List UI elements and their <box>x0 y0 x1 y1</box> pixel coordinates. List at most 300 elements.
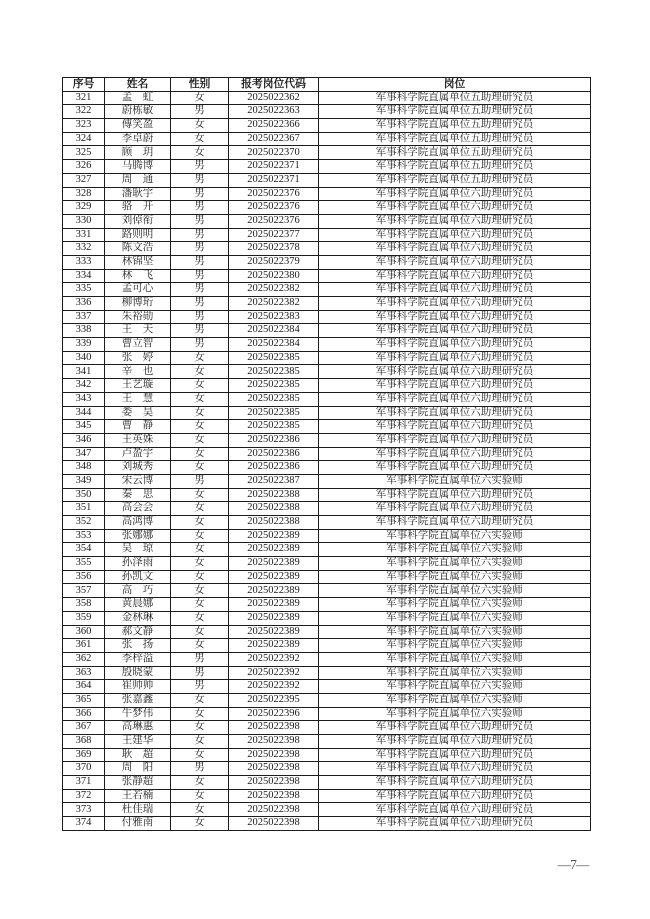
cell-position-code: 2025022387 <box>229 474 319 488</box>
cell-position: 军事科学院直属单位五助理研究员 <box>319 91 591 105</box>
cell-name: 李卓蔚 <box>105 132 171 146</box>
cell-position-code: 2025022371 <box>229 160 319 174</box>
cell-gender: 女 <box>171 447 229 461</box>
table-row <box>63 201 591 215</box>
cell-name: 张 婷 <box>105 351 171 365</box>
cell-name: 王若楠 <box>105 789 171 803</box>
cell-serial: 326 <box>63 160 105 174</box>
cell-name: 高鸿博 <box>105 516 171 530</box>
cell-gender: 女 <box>171 392 229 406</box>
cell-position: 军事科学院直属单位五助理研究员 <box>319 146 591 160</box>
cell-gender: 男 <box>171 160 229 174</box>
cell-position-code: 2025022366 <box>229 119 319 133</box>
cell-gender: 男 <box>171 338 229 352</box>
cell-name: 路则明 <box>105 228 171 242</box>
cell-gender: 女 <box>171 433 229 447</box>
cell-position: 军事科学院直属单位六助理研究员 <box>319 406 591 420</box>
cell-position: 军事科学院直属单位六实验师 <box>319 598 591 612</box>
cell-serial: 353 <box>63 529 105 543</box>
cell-position: 军事科学院直属单位六实验师 <box>319 543 591 557</box>
table-row <box>63 160 591 174</box>
cell-serial: 325 <box>63 146 105 160</box>
cell-position: 军事科学院直属单位六助理研究员 <box>319 817 591 831</box>
cell-position-code: 2025022398 <box>229 803 319 817</box>
table-row <box>63 625 591 639</box>
cell-position-code: 2025022396 <box>229 707 319 721</box>
cell-position-code: 2025022388 <box>229 516 319 530</box>
cell-position-code: 2025022389 <box>229 529 319 543</box>
cell-name: 林锦坚 <box>105 255 171 269</box>
cell-name: 张静超 <box>105 776 171 790</box>
cell-serial: 338 <box>63 324 105 338</box>
cell-position-code: 2025022385 <box>229 365 319 379</box>
cell-position: 军事科学院直属单位六助理研究员 <box>319 502 591 516</box>
table-row <box>63 516 591 530</box>
cell-name: 刘倬衔 <box>105 214 171 228</box>
cell-position: 军事科学院直属单位六助理研究员 <box>319 228 591 242</box>
cell-name: 高琳惠 <box>105 721 171 735</box>
cell-position-code: 2025022389 <box>229 570 319 584</box>
cell-gender: 女 <box>171 488 229 502</box>
cell-gender: 男 <box>171 228 229 242</box>
cell-name: 马腾博 <box>105 160 171 174</box>
cell-serial: 351 <box>63 502 105 516</box>
cell-position: 军事科学院直属单位六实验师 <box>319 557 591 571</box>
cell-position-code: 2025022386 <box>229 447 319 461</box>
cell-position-code: 2025022389 <box>229 639 319 653</box>
cell-gender: 女 <box>171 707 229 721</box>
column-header-position-code: 报考岗位代码 <box>229 78 319 92</box>
cell-position-code: 2025022389 <box>229 557 319 571</box>
applicant-roster-table <box>62 77 591 831</box>
table-row <box>63 255 591 269</box>
cell-serial: 352 <box>63 516 105 530</box>
cell-position-code: 2025022386 <box>229 433 319 447</box>
cell-gender: 男 <box>171 474 229 488</box>
cell-serial: 328 <box>63 187 105 201</box>
cell-gender: 女 <box>171 543 229 557</box>
cell-position-code: 2025022385 <box>229 420 319 434</box>
table-row <box>63 488 591 502</box>
cell-gender: 男 <box>171 269 229 283</box>
cell-position-code: 2025022389 <box>229 543 319 557</box>
cell-gender: 女 <box>171 91 229 105</box>
cell-serial: 330 <box>63 214 105 228</box>
cell-position-code: 2025022385 <box>229 351 319 365</box>
cell-gender: 女 <box>171 461 229 475</box>
cell-serial: 346 <box>63 433 105 447</box>
cell-position-code: 2025022385 <box>229 392 319 406</box>
cell-position-code: 2025022382 <box>229 297 319 311</box>
cell-position: 军事科学院直属单位六助理研究员 <box>319 187 591 201</box>
table-row <box>63 611 591 625</box>
cell-serial: 345 <box>63 420 105 434</box>
cell-name: 张 扬 <box>105 639 171 653</box>
cell-gender: 男 <box>171 242 229 256</box>
cell-position: 军事科学院直属单位六助理研究员 <box>319 269 591 283</box>
table-row <box>63 132 591 146</box>
cell-serial: 365 <box>63 693 105 707</box>
cell-gender: 女 <box>171 748 229 762</box>
cell-serial: 369 <box>63 748 105 762</box>
cell-serial: 360 <box>63 625 105 639</box>
cell-gender: 女 <box>171 420 229 434</box>
column-header-name: 姓名 <box>105 78 171 92</box>
table-row <box>63 543 591 557</box>
cell-name: 张娜娜 <box>105 529 171 543</box>
cell-position-code: 2025022363 <box>229 105 319 119</box>
cell-position-code: 2025022398 <box>229 748 319 762</box>
cell-position: 军事科学院直属单位六助理研究员 <box>319 488 591 502</box>
cell-position: 军事科学院直属单位六助理研究员 <box>319 516 591 530</box>
cell-position-code: 2025022380 <box>229 269 319 283</box>
cell-gender: 男 <box>171 201 229 215</box>
cell-position: 军事科学院直属单位六实验师 <box>319 666 591 680</box>
cell-gender: 女 <box>171 365 229 379</box>
cell-position-code: 2025022376 <box>229 187 319 201</box>
cell-name: 金林琳 <box>105 611 171 625</box>
table-row <box>63 584 591 598</box>
cell-gender: 女 <box>171 119 229 133</box>
cell-name: 娄 昊 <box>105 406 171 420</box>
cell-gender: 男 <box>171 297 229 311</box>
cell-name: 郝文静 <box>105 625 171 639</box>
cell-gender: 男 <box>171 214 229 228</box>
table-row <box>63 447 591 461</box>
cell-position-code: 2025022383 <box>229 310 319 324</box>
cell-gender: 女 <box>171 132 229 146</box>
table-row <box>63 652 591 666</box>
cell-name: 王 天 <box>105 324 171 338</box>
cell-position-code: 2025022376 <box>229 201 319 215</box>
cell-serial: 367 <box>63 721 105 735</box>
table-row <box>63 105 591 119</box>
cell-gender: 男 <box>171 310 229 324</box>
cell-position-code: 2025022385 <box>229 406 319 420</box>
cell-gender: 女 <box>171 598 229 612</box>
cell-name: 高 巧 <box>105 584 171 598</box>
cell-name: 曹 静 <box>105 420 171 434</box>
cell-name: 卢盈宇 <box>105 447 171 461</box>
cell-position-code: 2025022382 <box>229 283 319 297</box>
cell-serial: 327 <box>63 173 105 187</box>
cell-serial: 373 <box>63 803 105 817</box>
table-row <box>63 803 591 817</box>
cell-gender: 女 <box>171 789 229 803</box>
cell-position: 军事科学院直属单位六实验师 <box>319 625 591 639</box>
cell-position-code: 2025022371 <box>229 173 319 187</box>
cell-position: 军事科学院直属单位六助理研究员 <box>319 776 591 790</box>
cell-serial: 333 <box>63 255 105 269</box>
cell-serial: 334 <box>63 269 105 283</box>
cell-position-code: 2025022388 <box>229 502 319 516</box>
cell-name: 孟 虹 <box>105 91 171 105</box>
table-row <box>63 324 591 338</box>
cell-name: 王艺璇 <box>105 379 171 393</box>
table-row <box>63 666 591 680</box>
cell-name: 宋云博 <box>105 474 171 488</box>
cell-name: 王英姝 <box>105 433 171 447</box>
cell-position: 军事科学院直属单位六助理研究员 <box>319 338 591 352</box>
cell-serial: 335 <box>63 283 105 297</box>
cell-position-code: 2025022392 <box>229 652 319 666</box>
cell-position-code: 2025022389 <box>229 584 319 598</box>
cell-serial: 349 <box>63 474 105 488</box>
cell-serial: 374 <box>63 817 105 831</box>
table-row <box>63 461 591 475</box>
cell-position: 军事科学院直属单位六助理研究员 <box>319 351 591 365</box>
cell-serial: 339 <box>63 338 105 352</box>
cell-position-code: 2025022389 <box>229 611 319 625</box>
cell-position: 军事科学院直属单位六助理研究员 <box>319 762 591 776</box>
cell-gender: 男 <box>171 666 229 680</box>
table-row <box>63 351 591 365</box>
cell-name: 李梓溢 <box>105 652 171 666</box>
table-row <box>63 214 591 228</box>
cell-gender: 女 <box>171 817 229 831</box>
cell-position-code: 2025022370 <box>229 146 319 160</box>
cell-position: 军事科学院直属单位五助理研究员 <box>319 119 591 133</box>
cell-gender: 女 <box>171 146 229 160</box>
cell-name: 林 飞 <box>105 269 171 283</box>
table-row <box>63 338 591 352</box>
cell-name: 高会会 <box>105 502 171 516</box>
cell-gender: 男 <box>171 255 229 269</box>
cell-position-code: 2025022398 <box>229 721 319 735</box>
cell-name: 王建华 <box>105 735 171 749</box>
cell-position: 军事科学院直属单位六助理研究员 <box>319 748 591 762</box>
cell-serial: 337 <box>63 310 105 324</box>
cell-position-code: 2025022384 <box>229 338 319 352</box>
cell-name: 杜佳瑞 <box>105 803 171 817</box>
cell-name: 朱裕勋 <box>105 310 171 324</box>
cell-serial: 322 <box>63 105 105 119</box>
table-row <box>63 310 591 324</box>
cell-position: 军事科学院直属单位五助理研究员 <box>319 160 591 174</box>
cell-gender: 男 <box>171 283 229 297</box>
cell-serial: 342 <box>63 379 105 393</box>
cell-position: 军事科学院直属单位六助理研究员 <box>319 433 591 447</box>
cell-gender: 女 <box>171 735 229 749</box>
cell-position-code: 2025022376 <box>229 214 319 228</box>
cell-gender: 男 <box>171 324 229 338</box>
table-header-row <box>63 78 591 92</box>
cell-name: 陈文浩 <box>105 242 171 256</box>
cell-name: 辛 也 <box>105 365 171 379</box>
cell-name: 秦 思 <box>105 488 171 502</box>
cell-position: 军事科学院直属单位六助理研究员 <box>319 420 591 434</box>
table-row <box>63 693 591 707</box>
cell-gender: 女 <box>171 529 229 543</box>
table-row <box>63 598 591 612</box>
cell-name: 崔帅帅 <box>105 680 171 694</box>
cell-position-code: 2025022398 <box>229 817 319 831</box>
cell-gender: 女 <box>171 557 229 571</box>
table-row <box>63 379 591 393</box>
cell-name: 周 通 <box>105 173 171 187</box>
cell-position-code: 2025022398 <box>229 762 319 776</box>
cell-position: 军事科学院直属单位六助理研究员 <box>319 392 591 406</box>
cell-gender: 女 <box>171 721 229 735</box>
cell-position: 军事科学院直属单位五助理研究员 <box>319 132 591 146</box>
cell-name: 耿 超 <box>105 748 171 762</box>
cell-position-code: 2025022398 <box>229 776 319 790</box>
cell-position-code: 2025022395 <box>229 693 319 707</box>
table-row <box>63 776 591 790</box>
table-row <box>63 502 591 516</box>
cell-name: 付雅南 <box>105 817 171 831</box>
cell-position-code: 2025022392 <box>229 680 319 694</box>
cell-position-code: 2025022388 <box>229 488 319 502</box>
cell-position: 军事科学院直属单位五助理研究员 <box>319 173 591 187</box>
cell-position-code: 2025022378 <box>229 242 319 256</box>
cell-position-code: 2025022367 <box>229 132 319 146</box>
cell-gender: 女 <box>171 693 229 707</box>
cell-position: 军事科学院直属单位六助理研究员 <box>319 214 591 228</box>
cell-position: 军事科学院直属单位六实验师 <box>319 474 591 488</box>
cell-position: 军事科学院直属单位六实验师 <box>319 529 591 543</box>
cell-serial: 321 <box>63 91 105 105</box>
cell-serial: 371 <box>63 776 105 790</box>
cell-name: 孙泽雨 <box>105 557 171 571</box>
table-row <box>63 420 591 434</box>
table-row <box>63 269 591 283</box>
table-row <box>63 392 591 406</box>
table-row <box>63 570 591 584</box>
cell-serial: 336 <box>63 297 105 311</box>
cell-gender: 男 <box>171 187 229 201</box>
cell-serial: 357 <box>63 584 105 598</box>
cell-serial: 332 <box>63 242 105 256</box>
cell-serial: 370 <box>63 762 105 776</box>
cell-name: 张嘉鑫 <box>105 693 171 707</box>
table-row <box>63 91 591 105</box>
table-row <box>63 365 591 379</box>
cell-serial: 362 <box>63 652 105 666</box>
column-header-serial: 序号 <box>63 78 105 92</box>
cell-position-code: 2025022362 <box>229 91 319 105</box>
cell-serial: 372 <box>63 789 105 803</box>
cell-position: 军事科学院直属单位六实验师 <box>319 693 591 707</box>
table-body <box>63 91 591 830</box>
table-row <box>63 762 591 776</box>
table-row <box>63 721 591 735</box>
cell-position-code: 2025022386 <box>229 461 319 475</box>
cell-position-code: 2025022385 <box>229 379 319 393</box>
cell-gender: 男 <box>171 762 229 776</box>
cell-serial: 348 <box>63 461 105 475</box>
cell-gender: 女 <box>171 379 229 393</box>
cell-position: 军事科学院直属单位六实验师 <box>319 611 591 625</box>
cell-gender: 女 <box>171 584 229 598</box>
cell-serial: 343 <box>63 392 105 406</box>
cell-name: 孙凯文 <box>105 570 171 584</box>
cell-gender: 男 <box>171 173 229 187</box>
column-header-gender: 性别 <box>171 78 229 92</box>
cell-gender: 女 <box>171 516 229 530</box>
page-number: —7— <box>557 857 589 872</box>
cell-name: 潘耿宇 <box>105 187 171 201</box>
table-row <box>63 242 591 256</box>
table-row <box>63 406 591 420</box>
cell-gender: 女 <box>171 803 229 817</box>
cell-gender: 女 <box>171 639 229 653</box>
cell-name: 孟可心 <box>105 283 171 297</box>
cell-serial: 366 <box>63 707 105 721</box>
cell-serial: 329 <box>63 201 105 215</box>
cell-name: 骆 开 <box>105 201 171 215</box>
cell-position-code: 2025022398 <box>229 789 319 803</box>
cell-position-code: 2025022377 <box>229 228 319 242</box>
cell-position-code: 2025022392 <box>229 666 319 680</box>
cell-position: 军事科学院直属单位六助理研究员 <box>319 447 591 461</box>
cell-name: 柳博珩 <box>105 297 171 311</box>
cell-position: 军事科学院直属单位六助理研究员 <box>319 297 591 311</box>
table-row <box>63 817 591 831</box>
cell-serial: 331 <box>63 228 105 242</box>
cell-position: 军事科学院直属单位六实验师 <box>319 639 591 653</box>
cell-position-code: 2025022389 <box>229 598 319 612</box>
cell-position: 军事科学院直属单位六实验师 <box>319 570 591 584</box>
cell-name: 殷晓蒙 <box>105 666 171 680</box>
table-row <box>63 433 591 447</box>
cell-position: 军事科学院直属单位六助理研究员 <box>319 721 591 735</box>
table-row <box>63 228 591 242</box>
table-row <box>63 748 591 762</box>
cell-position: 军事科学院直属单位六实验师 <box>319 707 591 721</box>
cell-serial: 324 <box>63 132 105 146</box>
table-row <box>63 474 591 488</box>
cell-position-code: 2025022384 <box>229 324 319 338</box>
cell-position: 军事科学院直属单位六助理研究员 <box>319 201 591 215</box>
table-row <box>63 529 591 543</box>
cell-position: 军事科学院直属单位六助理研究员 <box>319 242 591 256</box>
table-row <box>63 187 591 201</box>
cell-gender: 女 <box>171 625 229 639</box>
table-row <box>63 146 591 160</box>
cell-name: 顾 玥 <box>105 146 171 160</box>
cell-position: 军事科学院直属单位六助理研究员 <box>319 310 591 324</box>
cell-serial: 354 <box>63 543 105 557</box>
table-row <box>63 283 591 297</box>
cell-serial: 358 <box>63 598 105 612</box>
cell-position: 军事科学院直属单位六助理研究员 <box>319 803 591 817</box>
cell-position: 军事科学院直属单位六实验师 <box>319 584 591 598</box>
cell-position: 军事科学院直属单位六助理研究员 <box>319 255 591 269</box>
cell-gender: 男 <box>171 652 229 666</box>
cell-gender: 女 <box>171 611 229 625</box>
cell-position: 军事科学院直属单位五助理研究员 <box>319 105 591 119</box>
cell-name: 傅笑盈 <box>105 119 171 133</box>
cell-serial: 364 <box>63 680 105 694</box>
cell-name: 牛梦伟 <box>105 707 171 721</box>
cell-serial: 347 <box>63 447 105 461</box>
cell-position: 军事科学院直属单位六助理研究员 <box>319 461 591 475</box>
cell-gender: 女 <box>171 570 229 584</box>
cell-name: 吴 琼 <box>105 543 171 557</box>
cell-position: 军事科学院直属单位六实验师 <box>319 680 591 694</box>
cell-serial: 344 <box>63 406 105 420</box>
cell-gender: 女 <box>171 502 229 516</box>
table-row <box>63 119 591 133</box>
cell-position-code: 2025022398 <box>229 735 319 749</box>
cell-gender: 女 <box>171 406 229 420</box>
cell-name: 刘城秀 <box>105 461 171 475</box>
cell-gender: 女 <box>171 351 229 365</box>
cell-serial: 361 <box>63 639 105 653</box>
table-row <box>63 557 591 571</box>
cell-name: 曹立智 <box>105 338 171 352</box>
